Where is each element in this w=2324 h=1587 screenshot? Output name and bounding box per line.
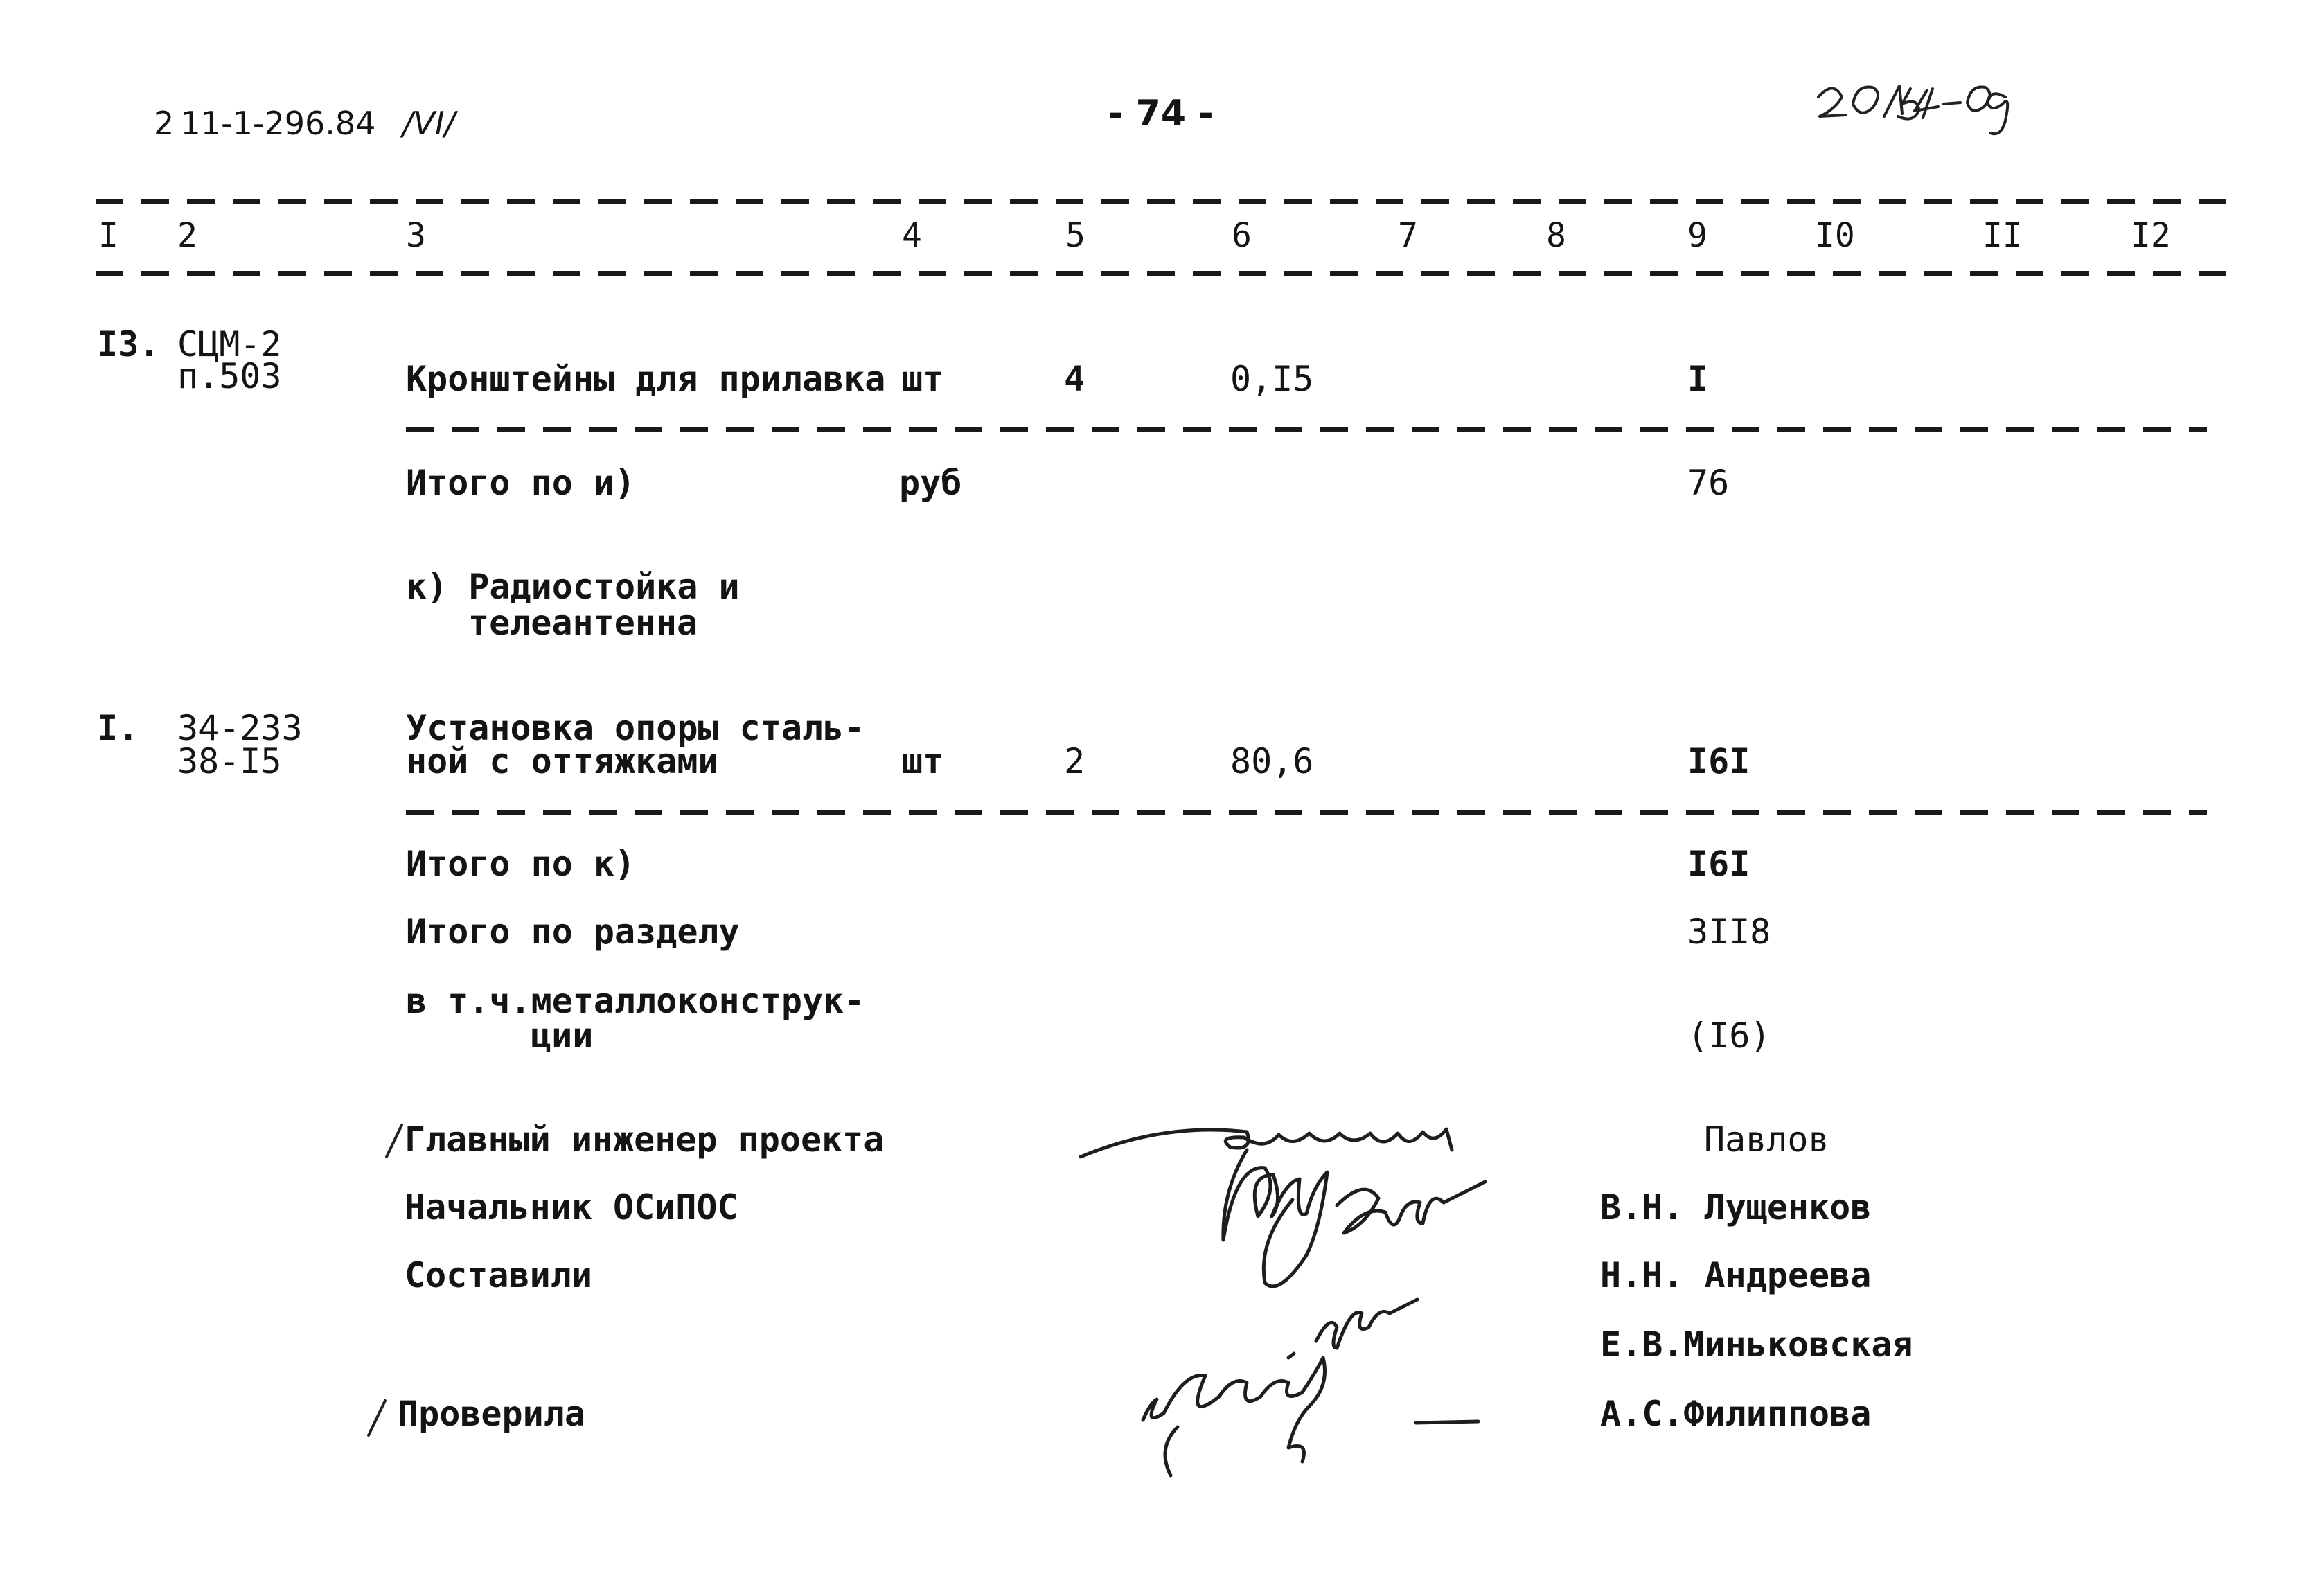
name-compiler-1: Н.Н. Андреева xyxy=(1600,1255,1872,1295)
subtotal-label: Итого по и) xyxy=(406,463,636,503)
item-quantity: 4 xyxy=(1064,359,1085,399)
item-unit: шт xyxy=(902,741,944,781)
signature-head xyxy=(1223,1150,1327,1286)
role-compilers: Составили xyxy=(405,1255,592,1295)
metal-total: (I6) xyxy=(1687,1016,1771,1056)
column-header: 6 xyxy=(1232,216,1252,255)
norm-code-line2: п.503 xyxy=(177,356,282,396)
item-name-line2: ной с оттяжками xyxy=(406,741,719,781)
column-header: 7 xyxy=(1398,216,1418,255)
item-unit-price: 80,6 xyxy=(1230,741,1314,781)
role-checker: Проверила xyxy=(398,1394,585,1434)
metal-label-line1: в т.ч.металлоконструк- xyxy=(406,981,865,1021)
name-chief-engineer: Павлов xyxy=(1704,1119,1829,1160)
subtotal-total: I6I xyxy=(1687,844,1750,884)
column-header: I2 xyxy=(2131,216,2171,255)
document-code-number: 2 11-1-296.84 xyxy=(154,105,376,142)
column-header: I0 xyxy=(1815,216,1855,255)
item-total: I6I xyxy=(1687,741,1750,781)
section-heading-line1: к) Радиостойка и xyxy=(406,567,740,607)
row-number: I3. xyxy=(97,324,160,364)
signature-compiler-2 xyxy=(1288,1300,1417,1358)
role-chief-engineer: Главный инженер проекта xyxy=(405,1119,885,1160)
norm-code-line1: СЦМ-2 xyxy=(177,324,282,364)
column-header: 4 xyxy=(902,216,922,255)
column-header: 5 xyxy=(1065,216,1085,255)
name-compiler-2: Е.В.Миньковская xyxy=(1600,1324,1913,1365)
section-heading-line2: телеантенна xyxy=(468,603,698,643)
metal-label-line2: ции xyxy=(531,1016,594,1056)
item-total: I xyxy=(1687,359,1709,399)
item-unit: шт xyxy=(902,359,944,399)
section-total-value: 3II8 xyxy=(1687,912,1771,952)
signature-checker xyxy=(1143,1358,1478,1475)
document-section-mark: /VI/ xyxy=(402,105,456,142)
column-header: 8 xyxy=(1546,216,1566,255)
column-header: 9 xyxy=(1687,216,1707,255)
norm-code-line1: 34-233 xyxy=(177,708,303,748)
section-total-label: Итого по разделу xyxy=(406,912,740,952)
subtotal-unit: руб xyxy=(899,463,962,503)
column-header: II xyxy=(1983,216,2023,255)
item-name-line1: Установка опоры сталь- xyxy=(406,708,865,748)
column-header: 3 xyxy=(406,216,426,255)
role-head: Начальник ОСиПОС xyxy=(405,1187,738,1227)
column-header: I xyxy=(98,216,118,255)
signature-compiler-1 xyxy=(1337,1182,1485,1233)
column-header: 2 xyxy=(177,216,197,255)
norm-code-line2: 38-I5 xyxy=(177,741,282,781)
name-checker: А.С.Филиппова xyxy=(1600,1394,1872,1434)
row-number: I. xyxy=(97,708,139,748)
item-name: Кронштейны для прилавка xyxy=(406,359,886,399)
page-number: - 74 - xyxy=(1108,93,1214,134)
signature-chief-engineer xyxy=(1081,1129,1452,1157)
name-head: В.Н. Лущенков xyxy=(1600,1187,1872,1227)
item-unit-price: 0,I5 xyxy=(1230,359,1314,399)
subtotal-total: 76 xyxy=(1687,463,1730,503)
item-quantity: 2 xyxy=(1064,741,1085,781)
subtotal-label: Итого по к) xyxy=(406,844,636,884)
